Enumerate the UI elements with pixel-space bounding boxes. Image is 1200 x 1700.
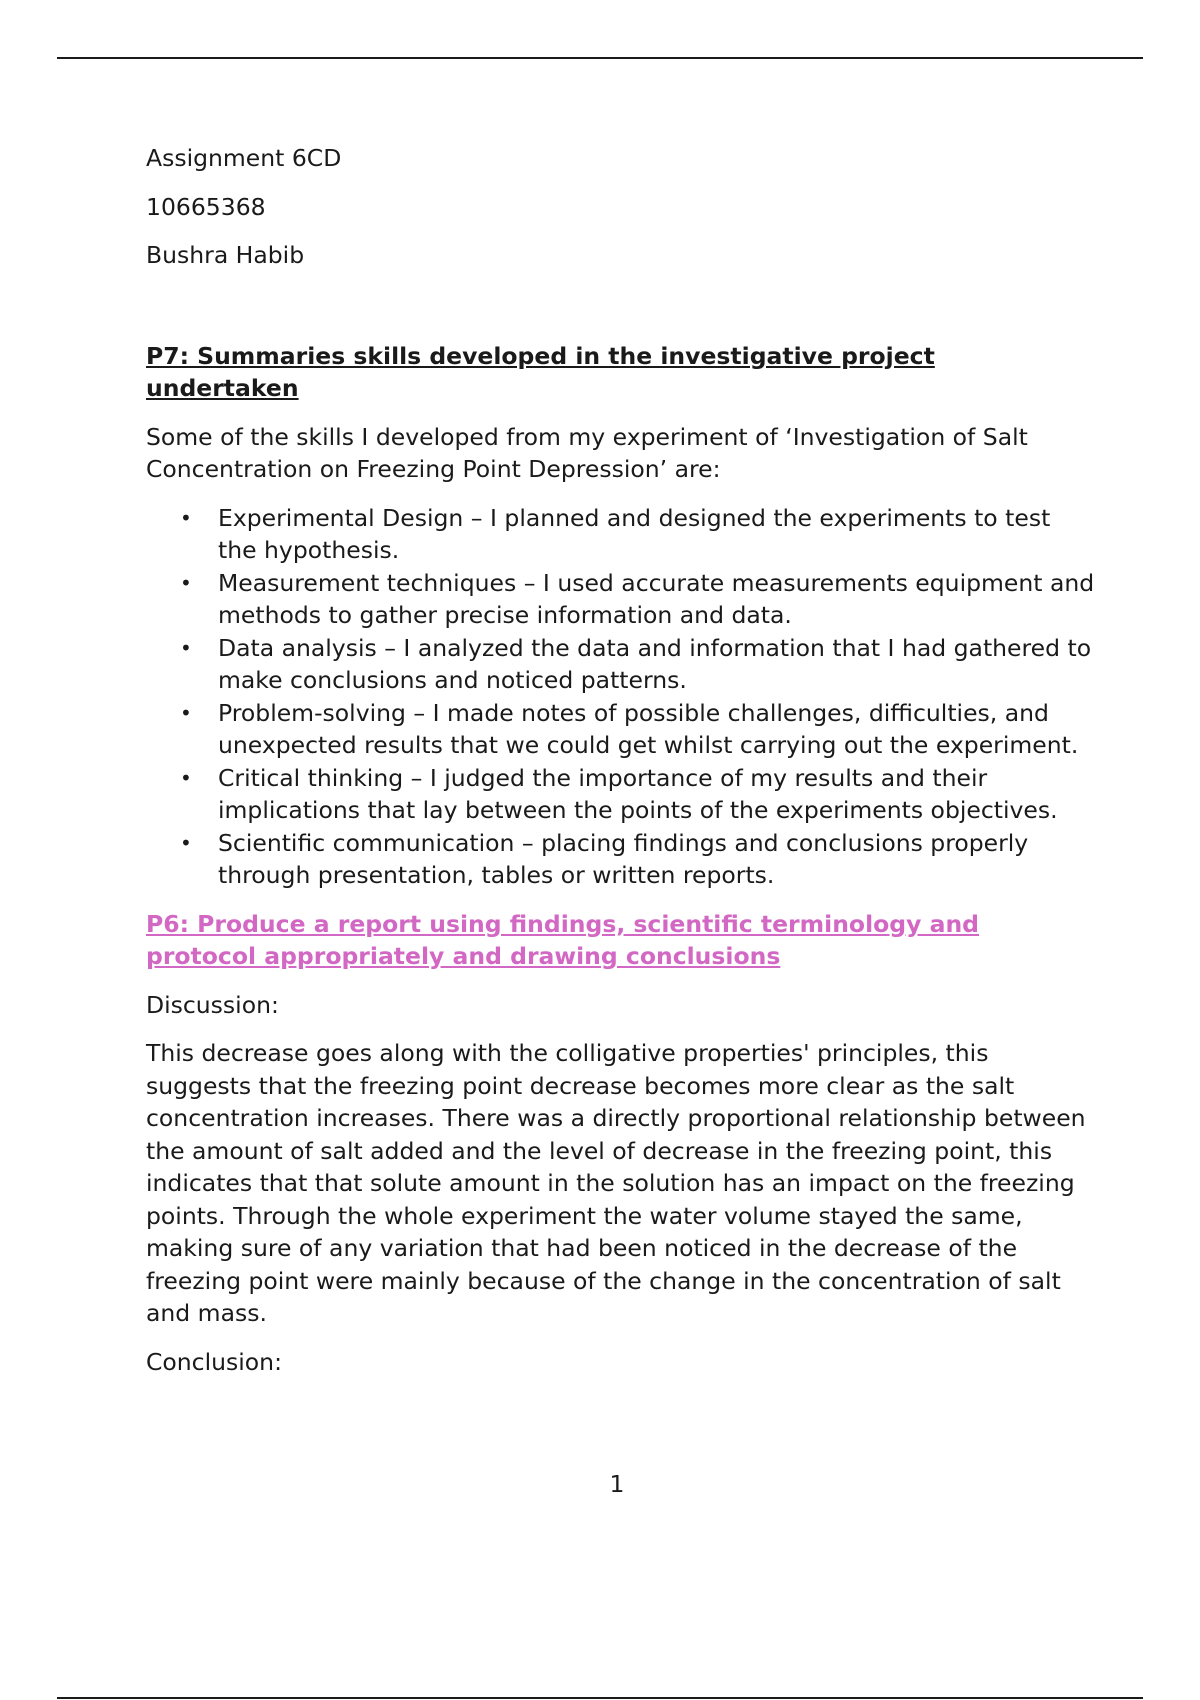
p7-heading: P7: Summaries skills developed in the investigative project undertaken [146, 341, 935, 402]
skill-text: Experimental Design – I planned and designed the experiments to test the hypothesis. [218, 503, 1051, 564]
skills-list [146, 502, 1096, 892]
skill-text: Problem-solving – I made notes of possible challenges, difficulties, and unexpected results that we could get whilst carrying out the experiment. [218, 698, 1079, 759]
bullet-icon: • [180, 570, 192, 595]
conclusion-label: Conclusion: [146, 1347, 282, 1376]
author-name: Bushra Habib [146, 241, 305, 269]
bullet-icon: • [180, 505, 192, 530]
bullet-icon: • [180, 700, 192, 725]
skill-text: Critical thinking – I judged the importance of my results and their implications that lay between the points of the experiments objectives. [218, 763, 1058, 824]
skill-item [146, 697, 1096, 762]
discussion-label: Discussion: [146, 990, 279, 1019]
skill-item [146, 827, 1096, 892]
bullet-icon: • [180, 830, 192, 855]
skill-item [146, 502, 1096, 567]
skill-item [146, 567, 1096, 632]
discussion-text: This decrease goes along with the colligative properties' principles, this suggests that the freezing point decrease becomes more clear as the salt concentration increases. There was a directly proportional relationship between the amount of salt added and the level of decrease in the freezing point, this indicates that that solute amount in the solution has an impact on the freezing points. Through the whole experiment the water volume stayed the same, making sure of any variation that had been noticed in the decrease of the freezing point were mainly because of the change in the concentration of salt and mass. [146, 1039, 1086, 1327]
bullet-icon: • [180, 635, 192, 660]
skill-item [146, 762, 1096, 827]
document-page [146, 142, 1096, 1394]
bottom-divider [57, 1697, 1143, 1699]
skill-text: Measurement techniques – I used accurate measurements equipment and methods to gather precise information and data. [218, 568, 1095, 629]
p6-heading: P6: Produce a report using findings, scientific terminology and protocol appropriately and drawing conclusions [146, 909, 979, 970]
student-id: 10665368 [146, 192, 266, 221]
assignment-title: Assignment 6CD [146, 144, 342, 172]
p7-intro: Some of the skills I developed from my experiment of ‘Investigation of Salt Concentration on Freezing Point Depression’ are: [146, 422, 1028, 483]
page-number: 1 [609, 1470, 625, 1498]
skill-text: Scientific communication – placing findings and conclusions properly through presentation, tables or written reports. [218, 828, 1029, 889]
top-divider [57, 57, 1143, 59]
bullet-icon: • [180, 765, 192, 790]
skill-item [146, 632, 1096, 697]
skill-text: Data analysis – I analyzed the data and information that I had gathered to make conclusions and noticed patterns. [218, 633, 1092, 694]
